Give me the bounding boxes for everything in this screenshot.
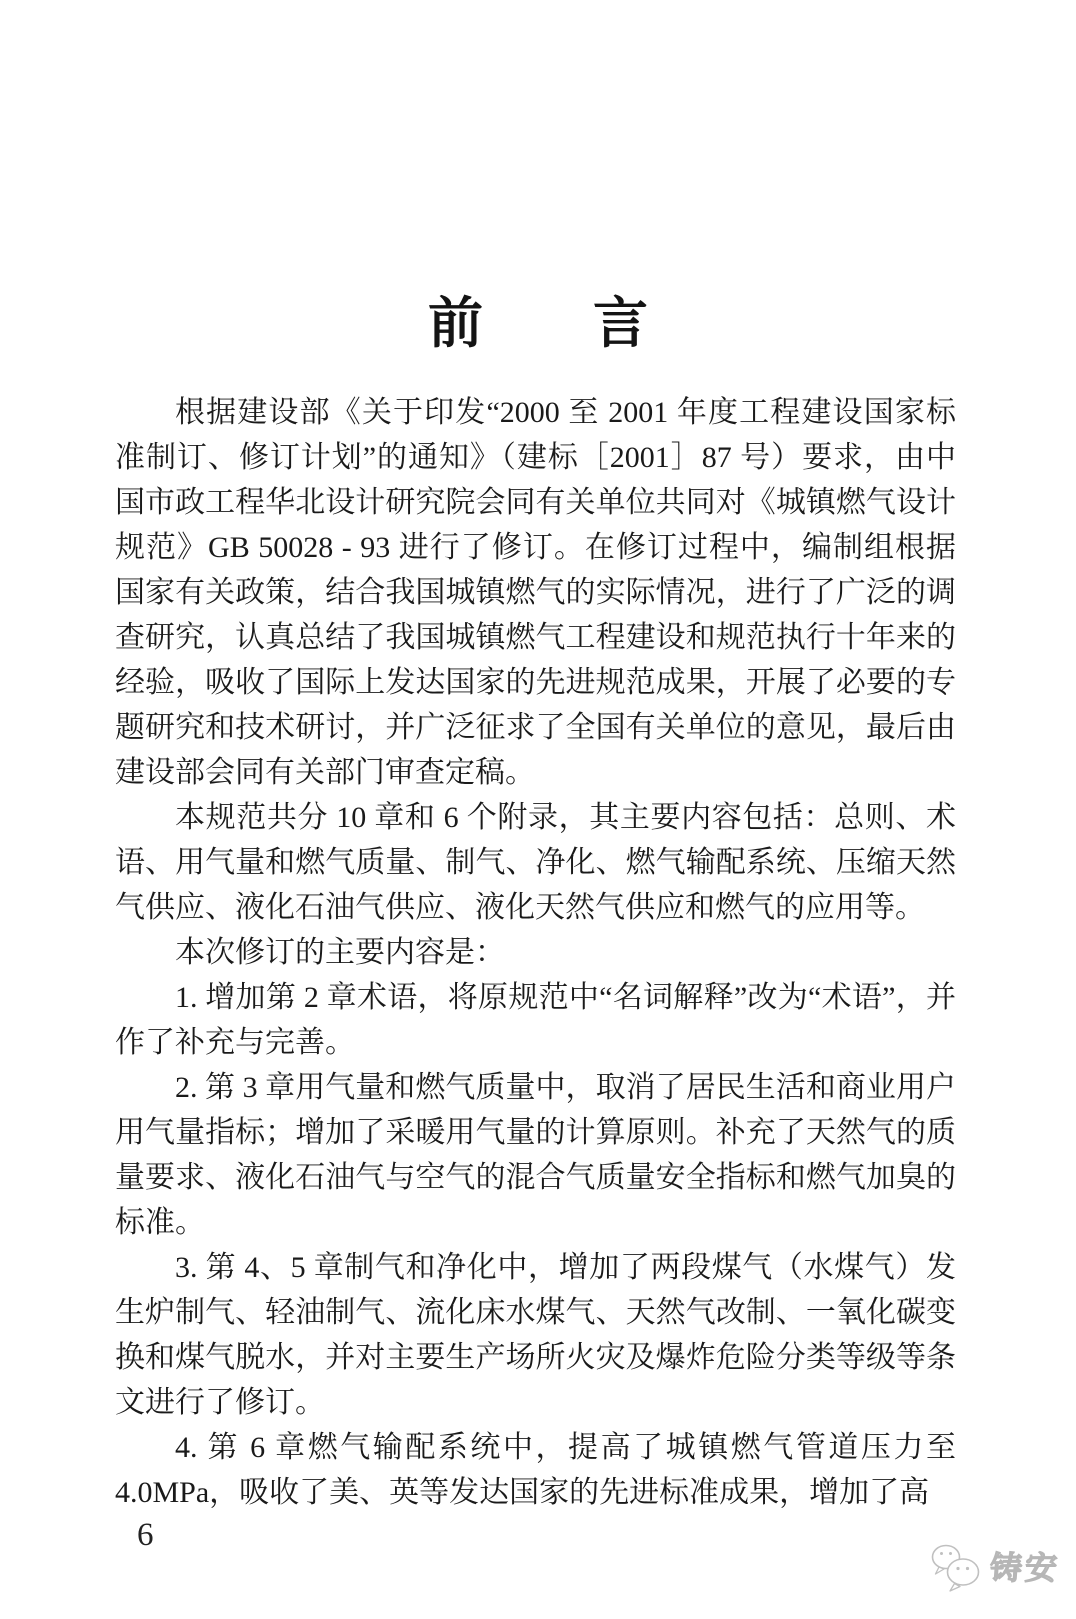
paragraph: 2. 第 3 章用气量和燃气质量中，取消了居民生活和商业用户用气量指标；增加了采暖用气量的计算原则。补充了天然气的质量要求、液化石油气与空气的混合气质量安全指标和燃气加臭的标准。 [115, 1071, 956, 1239]
paragraph: 3. 第 4、5 章制气和净化中，增加了两段煤气（水煤气）发生炉制气、轻油制气、流化床水煤气、天然气改制、一氧化碳变换和煤气脱水，并对主要生产场所火灾及爆炸危险分类等级等条文进行了修订。 [115, 1251, 956, 1419]
paragraph: 1. 增加第 2 章术语，将原规范中“名词解释”改为“术语”，并作了补充与完善。 [115, 981, 956, 1059]
watermark-label: 铸安 [988, 1550, 1062, 1586]
paragraph: 本次修订的主要内容是： [175, 936, 505, 969]
paragraph: 本规范共分 10 章和 6 个附录，其主要内容包括：总则、术语、用气量和燃气质量、制气、净化、燃气输配系统、压缩天然气供应、液化石油气供应、液化天然气供应和燃气的应用等。 [115, 801, 956, 924]
preface-body [115, 390, 956, 1515]
paragraph: 4. 第 6 章燃气输配系统中，提高了城镇燃气管道压力至 4.0MPa，吸收了美、英等发达国家的先进标准成果，增加了高 [115, 1431, 956, 1509]
wechat-icon [930, 1543, 984, 1593]
page-number: 6 [137, 1517, 154, 1553]
page-title: 前 言 [427, 293, 648, 354]
watermark [930, 1543, 1060, 1593]
paragraph: 根据建设部《关于印发“2000 至 2001 年度工程建设国家标准制订、修订计划”的通知》（建标［2001］87 号）要求，由中国市政工程华北设计研究院会同有关单位共同对《城镇燃气设计规范》GB 50028 - 93 进行了修订。在修订过程中，编制组根据国家有关政策，结合我国城镇燃气的实际情况，进行了广泛的调查研究，认真总结了我国城镇燃气工程建设和规范执行十年来的经验，吸收了国际上发达国家的先进规范成果，开展了必要的专题研究和技术研讨，并广泛征求了全国有关单位的意见，最后由建设部会同有关部门审查定稿。 [115, 396, 956, 789]
